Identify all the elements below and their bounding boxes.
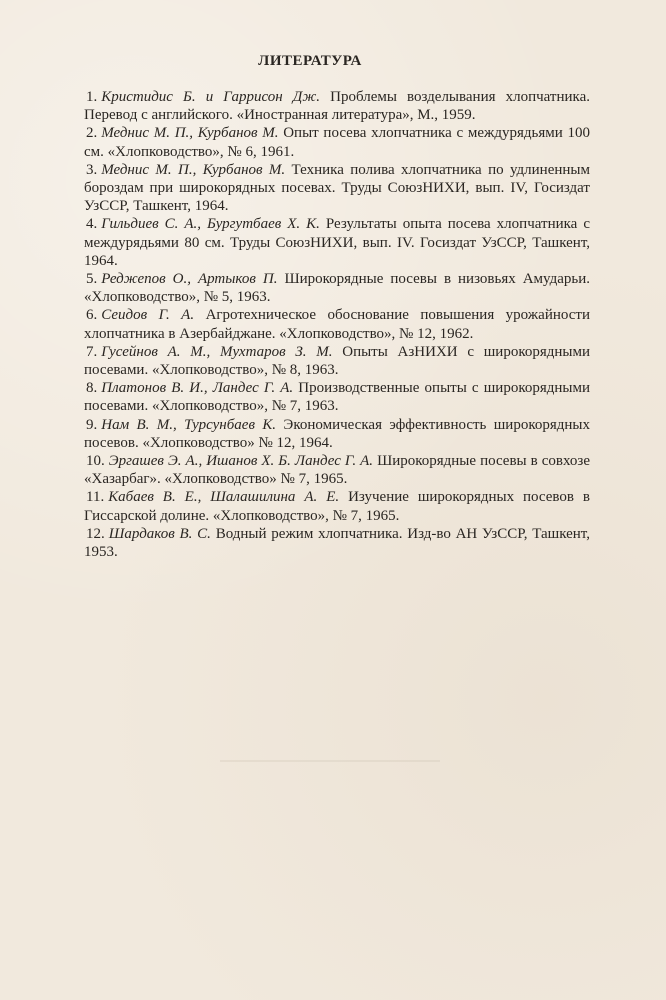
reference-number: 3.: [86, 161, 98, 178]
reference-text: Опыт посева хлопчатника с междурядьями 100 см. «Хлопководство», № 6, 1961.: [84, 125, 591, 160]
reference-item: [84, 306, 590, 342]
reference-item: [84, 525, 590, 561]
reference-item: [84, 379, 590, 415]
reference-authors: Платонов В. И., Ландес Г. А.: [101, 380, 294, 397]
reference-authors: Гильдиев С. А., Бургутбаев Х. К.: [101, 216, 320, 233]
reference-text: Результаты опыта посева хлопчатника с междурядьями 80 см. Труды СоюзНИХИ, вып. IV. Госиздат УзССР, Ташкент, 1964.: [84, 216, 591, 269]
reference-item: [84, 124, 590, 160]
reference-text: Широкорядные посевы в совхозе «Хазарбаг». «Хлопководство» № 7, 1965.: [84, 453, 591, 488]
reference-number: 4.: [86, 216, 98, 233]
reference-item: [84, 270, 590, 306]
reference-authors: Реджепов О., Артыков П.: [101, 271, 278, 288]
reference-number: 2.: [86, 125, 98, 142]
reference-number: 12.: [86, 525, 105, 542]
reference-number: 7.: [86, 343, 98, 360]
reference-list: [84, 88, 590, 561]
reference-authors: Меднис М. П., Курбанов М.: [101, 125, 279, 142]
reference-item: [84, 88, 590, 124]
reference-item: [84, 343, 590, 379]
reference-number: 11.: [86, 489, 105, 506]
reference-text: Широкорядные посевы в низовьях Амударьи. «Хлопководство», № 5, 1963.: [84, 271, 590, 306]
reference-item: [84, 215, 590, 270]
reference-number: 9.: [86, 416, 98, 433]
reference-text: Экономическая эффективность широкорядных посевов. «Хлопководство» № 12, 1964.: [84, 416, 590, 451]
reference-authors: Кристидис Б. и Гаррисон Дж.: [101, 89, 321, 105]
reference-authors: Сеидов Г. А.: [101, 307, 195, 324]
reference-item: [84, 161, 590, 216]
reference-text: Производственные опыты с широкорядными посевами. «Хлопководство», № 7, 1963.: [84, 380, 590, 415]
reference-text: Техника полива хлопчатника по удлиненным бороздам при широкорядных посевах. Труды СоюзНИХИ, вып. IV, Госиздат УзССР, Ташкент, 1964.: [84, 161, 590, 215]
reference-text: Агротехническое обоснование повышения урожайности хлопчатника в Азербайджане. «Хлопководство», № 12, 1962.: [84, 307, 590, 342]
reference-authors: Эргашев Э. А., Ишанов Х. Б. Ландес Г. А.: [108, 453, 374, 470]
reference-number: 1.: [86, 89, 98, 105]
reference-authors: Нам В. М., Турсунбаев К.: [101, 416, 277, 433]
reference-text: Опыты АзНИХИ с широкорядными посевами. «Хлопководство», № 8, 1963.: [84, 343, 591, 379]
reference-text: Изучение широкорядных посевов в Гиссарской долине. «Хлопководство», № 7, 1965.: [84, 489, 591, 524]
reference-number: 10.: [86, 453, 105, 470]
reference-authors: Шардаков В. С.: [108, 525, 211, 542]
reference-item: [84, 452, 590, 488]
reference-authors: Кабаев В. Е., Шалашилина А. Е.: [108, 489, 340, 506]
reference-item: [84, 416, 590, 452]
reference-text: Водный режим хлопчатника. Изд-во АН УзССР, Ташкент, 1953.: [84, 525, 590, 561]
reference-number: 8.: [86, 380, 98, 397]
reference-text: Проблемы возделывания хлопчатника. Перевод с английского. «Иностранная литература», М., 1959.: [84, 89, 590, 124]
page-title: ЛИТЕРАТУРА: [258, 53, 362, 69]
reference-authors: Меднис М. П., Курбанов М.: [101, 161, 286, 178]
reference-item: [84, 488, 590, 524]
reference-number: 6.: [86, 307, 98, 324]
faded-backprint: [220, 760, 440, 762]
reference-number: 5.: [86, 271, 98, 288]
reference-authors: Гусейнов А. М., Мухтаров З. М.: [101, 343, 333, 360]
